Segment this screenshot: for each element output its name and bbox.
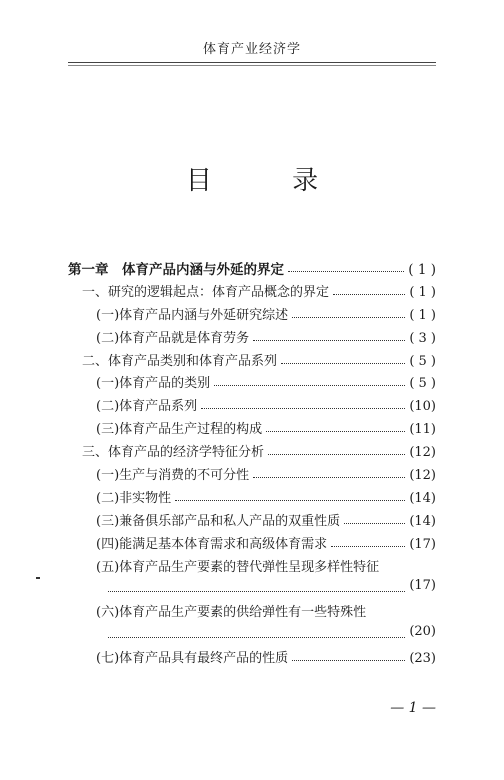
toc-entry-text: (二)体育产品系列 xyxy=(96,399,198,415)
toc-entry-subsection xyxy=(68,533,436,556)
toc-entry-continuation xyxy=(68,578,436,601)
toc-entry-page: ( 3 ) xyxy=(409,330,436,346)
toc-entry-section xyxy=(68,281,436,304)
toc-entry-page: (20) xyxy=(409,624,436,640)
dot-leader xyxy=(108,637,405,638)
toc-entry-page: (12) xyxy=(409,445,436,461)
toc-entry-text: 三、体育产品的经济学特征分析 xyxy=(82,445,265,461)
toc-entry-page: (14) xyxy=(409,490,436,506)
toc-entry-page: (10) xyxy=(409,399,436,415)
toc-title: 目 录 xyxy=(185,166,355,196)
running-head: 体育产业经济学 xyxy=(202,42,301,57)
toc-entry-text: (一)生产与消费的不可分性 xyxy=(96,468,250,484)
toc-entry-text: 第一章 体育产品内涵与外延的界定 xyxy=(68,262,284,278)
dot-leader xyxy=(214,385,405,386)
toc-entry-subsection xyxy=(68,464,436,487)
toc-entry-text: 一、研究的逻辑起点：体育产品概念的界定 xyxy=(82,284,330,300)
toc-entry-continuation xyxy=(68,624,436,647)
scan-speck xyxy=(36,577,40,579)
toc-entry-page: ( 1 ) xyxy=(409,307,436,323)
toc-entry-page: (12) xyxy=(409,468,436,484)
toc-entry-text: (二)体育产品就是体育劳务 xyxy=(96,330,250,346)
dot-leader xyxy=(288,271,404,272)
toc-entry-subsection xyxy=(68,304,436,327)
toc-entry-page: (17) xyxy=(409,536,436,552)
toc-entry-page: (11) xyxy=(409,422,436,438)
page-number: — 1 — xyxy=(390,700,436,716)
toc-entry-text: (七)体育产品具有最终产品的性质 xyxy=(96,651,289,667)
toc-entry-text: (三)体育产品生产过程的构成 xyxy=(96,422,263,438)
toc-entry-text: (三)兼备俱乐部产品和私人产品的双重性质 xyxy=(96,513,341,529)
dot-leader xyxy=(344,523,405,524)
toc-entry-subsection xyxy=(68,327,436,350)
toc-entry-page: ( 5 ) xyxy=(409,353,436,369)
dot-leader xyxy=(253,340,405,341)
toc-entry-text: (四)能满足基本体育需求和高级体育需求 xyxy=(96,536,328,552)
toc-entry-text: (一)体育产品内涵与外延研究综述 xyxy=(96,307,289,323)
dot-leader xyxy=(292,317,405,318)
toc-entry-text: (一)体育产品的类别 xyxy=(96,376,211,392)
toc-entry-section xyxy=(68,350,436,373)
toc-entry-chapter-1 xyxy=(68,258,436,281)
toc-entry-section xyxy=(68,441,436,464)
toc-entry-page: (14) xyxy=(409,513,436,529)
toc-entry-subsection xyxy=(68,601,436,624)
toc-entry-subsection xyxy=(68,556,436,579)
toc-entry-text: (二)非实物性 xyxy=(96,490,172,506)
dot-leader xyxy=(331,546,405,547)
dot-leader xyxy=(281,363,405,364)
dot-leader xyxy=(108,591,405,592)
toc-entry-subsection xyxy=(68,510,436,533)
dot-leader xyxy=(333,294,405,295)
table-of-contents xyxy=(68,258,436,670)
toc-entry-page: ( 5 ) xyxy=(409,376,436,392)
toc-entry-text: 二、体育产品类别和体育产品系列 xyxy=(82,353,278,369)
dot-leader xyxy=(292,660,405,661)
toc-entry-subsection xyxy=(68,647,436,670)
toc-entry-text: (五)体育产品生产要素的替代弹性呈现多样性特征 xyxy=(96,559,380,575)
toc-entry-subsection xyxy=(68,418,436,441)
dot-leader xyxy=(268,454,405,455)
toc-entry-subsection xyxy=(68,487,436,510)
toc-entry-subsection xyxy=(68,395,436,418)
header-rule xyxy=(68,62,436,63)
dot-leader xyxy=(253,477,405,478)
toc-entry-text: (六)体育产品生产要素的供给弹性有一些特殊性 xyxy=(96,605,367,621)
toc-entry-page: (23) xyxy=(409,651,436,667)
toc-entry-page: (17) xyxy=(409,578,436,594)
toc-entry-page: ( 1 ) xyxy=(408,262,436,278)
toc-entry-page: ( 1 ) xyxy=(409,284,436,300)
dot-leader xyxy=(266,431,405,432)
toc-entry-subsection xyxy=(68,372,436,395)
dot-leader xyxy=(201,408,405,409)
header-rule-thin xyxy=(68,65,436,66)
dot-leader xyxy=(175,500,405,501)
